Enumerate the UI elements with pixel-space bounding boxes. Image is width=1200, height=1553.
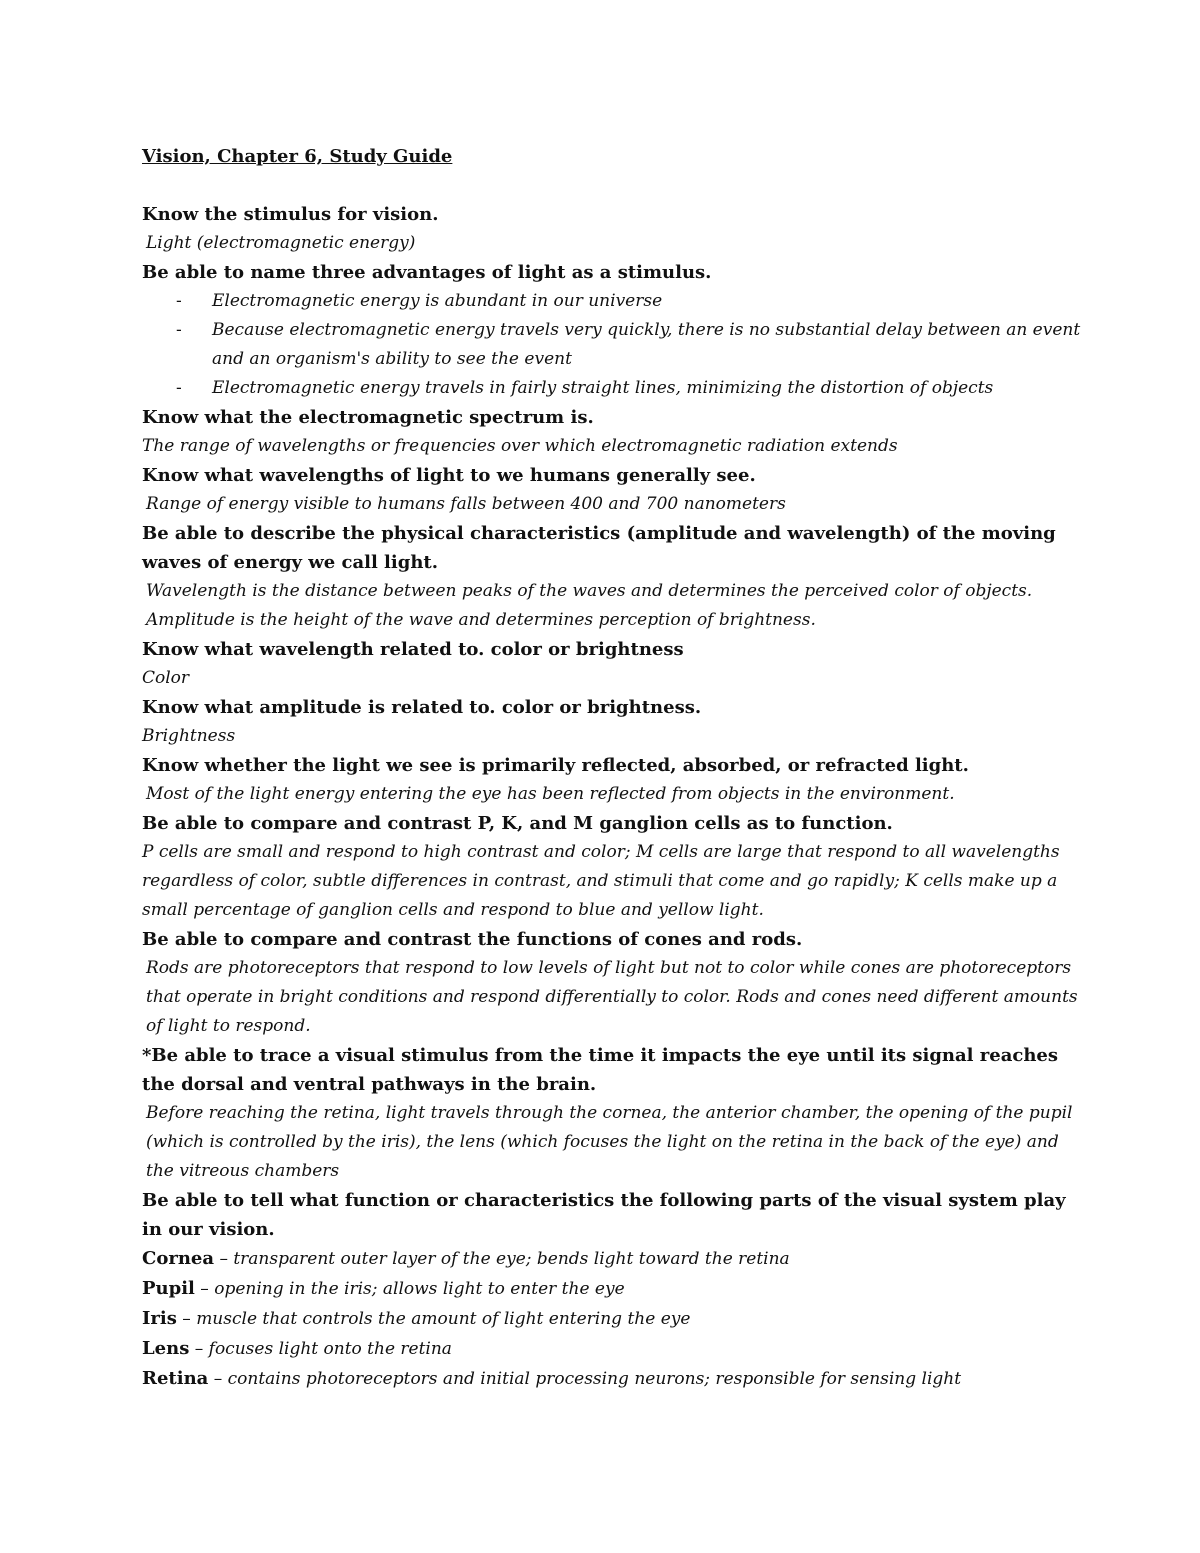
term-row — [142, 1364, 1082, 1394]
list-item — [142, 287, 1082, 316]
question: Be able to tell what function or characteristics the following parts of the visual system play in our vision. — [142, 1190, 1066, 1240]
answer: The range of wavelengths or frequencies over which electromagnetic radiation extends — [142, 436, 898, 456]
list-item-text: Because electromagnetic energy travels very quickly, there is no substantial delay between an event and an organism's ability to see the event — [212, 320, 1081, 369]
term-label: Cornea — [142, 1248, 215, 1269]
term-definition: opening in the iris; allows light to enter the eye — [214, 1279, 625, 1299]
term-row — [142, 1304, 1082, 1334]
question: Be able to compare and contrast the functions of cones and rods. — [142, 929, 803, 950]
question: Be able to compare and contrast P, K, and M ganglion cells as to function. — [142, 813, 893, 834]
document-content — [142, 142, 1082, 1394]
question: *Be able to trace a visual stimulus from the time it impacts the eye until its signal reaches the dorsal and ventral pathways in the brain. — [142, 1045, 1059, 1095]
bullet-dash: - — [176, 320, 182, 340]
list-item-text: Electromagnetic energy travels in fairly straight lines, minimizing the distortion of objects — [212, 378, 994, 398]
page-title: Vision, Chapter 6, Study Guide — [142, 146, 453, 167]
term-separator: – — [182, 1309, 191, 1329]
answer: P cells are small and respond to high contrast and color; M cells are large that respond to all wavelengths regardless of color, subtle differences in contrast, and stimuli that come and go rapidly; K cells make up a small percentage of ganglion cells and respond to blue and yellow light. — [142, 842, 1060, 920]
question: Know the stimulus for vision. — [142, 204, 439, 225]
question: Know whether the light we see is primarily reflected, absorbed, or refracted light. — [142, 755, 969, 776]
question: Be able to describe the physical characteristics (amplitude and wavelength) of the moving waves of energy we call light. — [142, 523, 1056, 573]
term-label: Iris — [142, 1308, 177, 1329]
answer: Brightness — [142, 726, 236, 746]
bullet-list — [142, 287, 1082, 403]
term-separator: – — [200, 1279, 209, 1299]
term-definition: focuses light onto the retina — [208, 1339, 452, 1359]
term-separator: – — [219, 1249, 228, 1269]
term-row — [142, 1334, 1082, 1364]
answer: Rods are photoreceptors that respond to low levels of light but not to color while cones are photoreceptors that operate in bright conditions and respond differentially to color. Rods and cones need different amounts of light to respond. — [146, 958, 1078, 1036]
answer: Wavelength is the distance between peaks of the waves and determines the perceived color of objects. Amplitude is the height of the wave and determines perception of brightness. — [146, 581, 1033, 630]
term-definition: muscle that controls the amount of light entering the eye — [196, 1309, 691, 1329]
question: Be able to name three advantages of light as a stimulus. — [142, 262, 712, 283]
term-row — [142, 1244, 1082, 1274]
term-definition: contains photoreceptors and initial processing neurons; responsible for sensing light — [227, 1369, 962, 1389]
answer: Range of energy visible to humans falls between 400 and 700 nanometers — [146, 494, 786, 514]
list-item — [142, 316, 1082, 374]
term-label: Lens — [142, 1338, 190, 1359]
term-definition: transparent outer layer of the eye; bends light toward the retina — [233, 1249, 790, 1269]
bullet-dash: - — [176, 378, 182, 398]
term-label: Retina — [142, 1368, 209, 1389]
answer: Color — [142, 668, 190, 688]
question: Know what amplitude is related to. color or brightness. — [142, 697, 702, 718]
term-separator: – — [194, 1339, 204, 1359]
answer: Most of the light energy entering the eye has been reflected from objects in the environment. — [146, 784, 955, 804]
term-row — [142, 1274, 1082, 1304]
bullet-dash: - — [176, 291, 182, 311]
question: Know what wavelengths of light to we humans generally see. — [142, 465, 756, 486]
term-label: Pupil — [142, 1278, 195, 1299]
answer: Before reaching the retina, light travels through the cornea, the anterior chamber, the opening of the pupil (which is controlled by the iris), the lens (which focuses the light on the retina in the back of the eye) and the vitreous chambers — [146, 1103, 1073, 1181]
list-item-text: Electromagnetic energy is abundant in our universe — [212, 291, 663, 311]
question: Know what wavelength related to. color or brightness — [142, 639, 684, 660]
answer: Light (electromagnetic energy) — [146, 233, 416, 253]
term-separator: – — [213, 1369, 223, 1389]
list-item — [142, 374, 1082, 403]
question: Know what the electromagnetic spectrum is. — [142, 407, 594, 428]
